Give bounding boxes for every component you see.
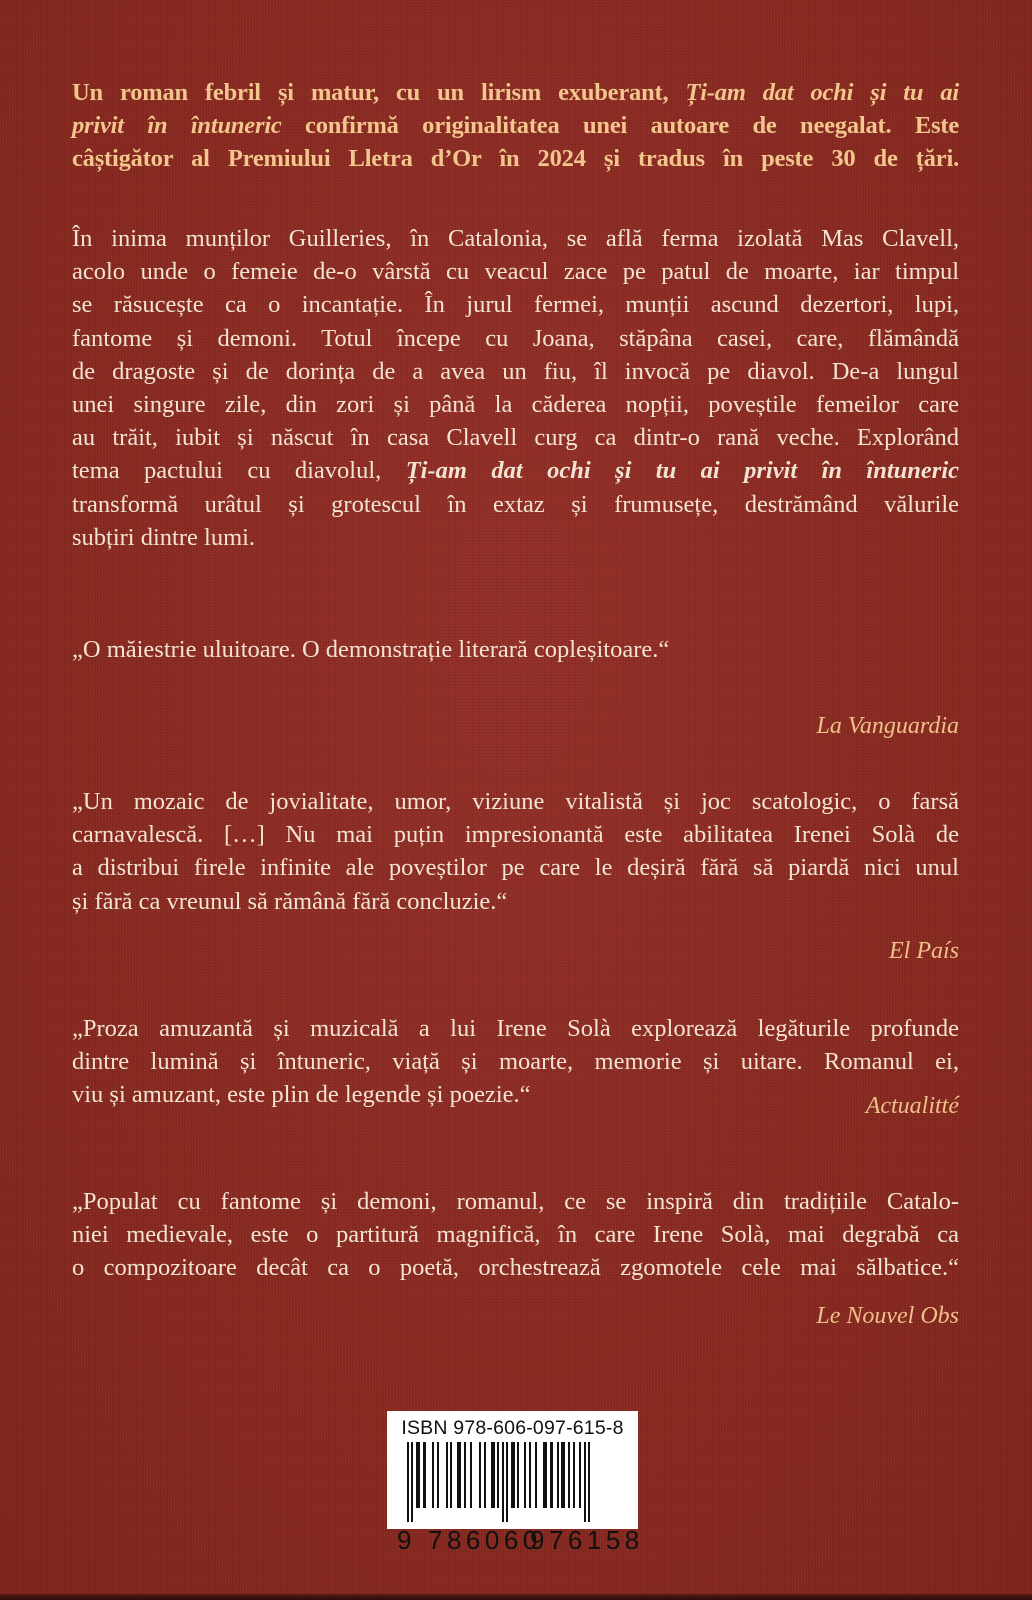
synopsis-paragraph bbox=[72, 222, 959, 554]
quote-source: Le Nouvel Obs bbox=[816, 1303, 959, 1329]
review-quote-la-vanguardia bbox=[72, 633, 959, 666]
barcode-bar bbox=[423, 1442, 426, 1508]
synopsis-line: fantome și demoni. Totul începe cu Joana, stăpâna casei, care, flămândă bbox=[72, 324, 959, 352]
barcode-bar bbox=[470, 1442, 472, 1508]
cover-bottom-edge bbox=[0, 1594, 1032, 1600]
barcode-bar bbox=[524, 1442, 526, 1508]
quote-line: „Populat cu fantome și demoni, romanul, ce se inspiră din tradițiile Catalo- bbox=[72, 1188, 959, 1215]
quote-line: și fără ca vreunul să rămână fără concluzie.“ bbox=[72, 887, 508, 915]
barcode-bar bbox=[529, 1442, 531, 1508]
synopsis-line: În inima munților Guilleries, în Catalonia, se află ferma izolată Mas Clavell, bbox=[72, 225, 959, 252]
synopsis-line: de dragoste și de dorința de a avea un fiu, îl invocă pe diavol. De-a lungul bbox=[72, 357, 959, 385]
barcode-bar bbox=[588, 1442, 590, 1522]
synopsis-line: subțiri dintre lumi. bbox=[72, 523, 256, 551]
synopsis-line: au trăit, iubit și născut în casa Clavell curg ca dintr-o rană veche. Explorând bbox=[72, 424, 959, 452]
barcode-bar bbox=[568, 1442, 570, 1508]
synopsis-line: acolo unde o femeie de-o vârstă cu veacul zace pe patul de moarte, iar timpul bbox=[72, 258, 959, 286]
review-quote-el-pais bbox=[72, 785, 959, 918]
barcode-bar bbox=[457, 1442, 461, 1508]
quote-line: „Proza amuzantă și muzicală a lui Irene Solà explorează legăturile profunde bbox=[72, 1015, 959, 1042]
barcode-bar bbox=[437, 1442, 439, 1508]
barcode-digits-left: 786060 bbox=[428, 1525, 542, 1555]
barcode-bar bbox=[464, 1442, 466, 1508]
barcode-bar bbox=[502, 1442, 504, 1522]
intro-paragraph bbox=[72, 76, 959, 176]
barcode-bar bbox=[491, 1442, 495, 1508]
intro-line: câștigător al Premiului Lletra d’Or în 2024 și tradus în peste 30 de țări. bbox=[72, 145, 959, 173]
quote-line: a distribui firele infinite ale poveștilor pe care le deșiră fără să piardă nici unul bbox=[72, 854, 959, 882]
quote-source: Actualitté bbox=[865, 1093, 959, 1119]
intro-line: Un roman febril și matur, cu un lirism exuberant, Ți-am dat ochi și tu ai bbox=[72, 79, 959, 106]
barcode-bar bbox=[407, 1442, 409, 1522]
synopsis-line: transformă urâtul și grotescul în extaz și frumusețe, destrămând vălurile bbox=[72, 490, 959, 518]
isbn-label: ISBN 978-606-097-615-8 bbox=[401, 1417, 624, 1439]
synopsis-line: se răsucește ca o incantație. În jurul fermei, munții ascund dezertori, lupi, bbox=[72, 291, 959, 319]
barcode-bar bbox=[450, 1442, 452, 1508]
barcode-bar bbox=[411, 1442, 413, 1522]
intro-line: privit în întuneric confirmă originalitatea unei autoare de neegalat. Este bbox=[72, 112, 959, 140]
quote-line: dintre lumină și întuneric, viață și moarte, memorie și uitare. Romanul ei, bbox=[72, 1048, 959, 1076]
barcode-bar bbox=[416, 1442, 420, 1508]
barcode-bar bbox=[506, 1442, 508, 1522]
quote-line: o compozitoare decât ca o poetă, orchestrează zgomotele cele mai sălbatice.“ bbox=[72, 1254, 959, 1282]
barcode-bar bbox=[573, 1442, 575, 1508]
synopsis-line: tema pactului cu diavolul, Ți-am dat ochi și tu ai privit în întuneric bbox=[72, 457, 960, 485]
barcode-bar bbox=[561, 1442, 565, 1508]
quote-line: carnavalescă. […] Nu mai puțin impresionantă este abilitatea Irenei Solà de bbox=[72, 821, 959, 849]
barcode-bar bbox=[584, 1442, 586, 1522]
barcode-bar bbox=[497, 1442, 499, 1508]
barcode-bar bbox=[479, 1442, 481, 1508]
review-quote-actualitte bbox=[72, 1012, 959, 1112]
quote-source: La Vanguardia bbox=[816, 713, 959, 739]
barcode-bar bbox=[446, 1442, 448, 1508]
review-quote-le-nouvel-obs bbox=[72, 1185, 959, 1285]
quote-line: „O măiestrie uluitoare. O demonstrație literară copleșitoare.“ bbox=[72, 636, 670, 663]
barcode-bar bbox=[579, 1442, 581, 1508]
barcode-bar bbox=[484, 1442, 486, 1508]
barcode-bar bbox=[517, 1442, 519, 1508]
isbn-barcode bbox=[387, 1411, 644, 1555]
barcode-bar bbox=[535, 1442, 537, 1508]
barcode-digit-first: 9 bbox=[397, 1525, 412, 1555]
barcode-bar bbox=[557, 1442, 559, 1508]
barcode-digits-right: 976158 bbox=[530, 1525, 644, 1555]
book-title: Ți-am dat ochi și tu ai privit în întuneric bbox=[405, 457, 960, 485]
quote-source: El País bbox=[889, 938, 959, 964]
quote-line: viu și amuzant, este plin de legende și poezie.“ bbox=[72, 1081, 531, 1109]
quote-line: „Un mozaic de jovialitate, umor, viziune vitalistă și joc scatologic, o farsă bbox=[72, 788, 959, 815]
barcode-bar bbox=[511, 1442, 515, 1508]
barcode-bars bbox=[397, 1442, 628, 1508]
barcode-bar bbox=[432, 1442, 434, 1508]
barcode-bar bbox=[543, 1442, 547, 1508]
barcode-bar bbox=[550, 1442, 553, 1508]
synopsis-line: unei singure zile, din zori și până la căderea nopții, poveștile femeilor care bbox=[72, 391, 959, 419]
quote-line: niei medievale, este o partitură magnifică, în care Irene Solà, mai degrabă ca bbox=[72, 1221, 959, 1249]
